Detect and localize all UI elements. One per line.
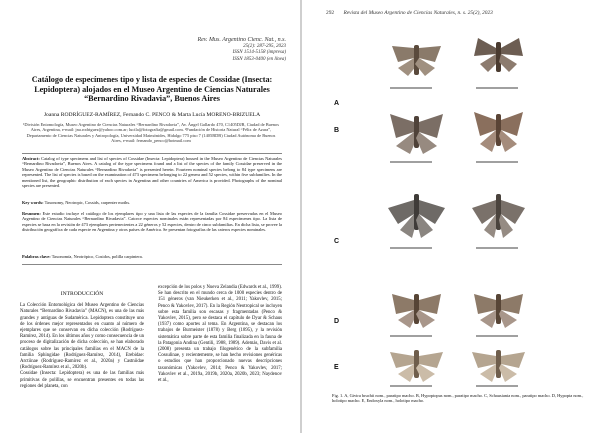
abstract-text: Catalog of type specimens and list of species of Cossidae (Insecta: Lepidoptera) housed in the Museo Argentino de Ciencias Naturales “Bernardino Rivadavia”, Buenos Aires. A catalog of the type specimens found and a list of the species of the family Cossidae preserved in the Museo Argentino de Ciencias Naturales “Bernardino Rivadavia” is presented herein. Fourteen nominal species belong to 84 type specimens are represented. The list of species is based on the examination of 473 specimens belonging to 22 genera and 52 species, within five subfamilies. In the mentioned list, the geographic distribution of each species in Argentina and other countries of America is provided. Photographs of the nominal species are presented. [22, 156, 282, 189]
keywords [22, 200, 282, 205]
body-column-left [20, 287, 144, 390]
article-authors: Joanna RODRÍGUEZ-RAMÍREZ, Fernando C. PENCO & Marta Lucía MORENO-BRIZUELA [43, 112, 261, 118]
running-header [326, 10, 493, 16]
right-page [302, 0, 600, 433]
intro-heading: INTRODUCCIÓN [60, 291, 104, 297]
abstract-label: Abstract: [22, 156, 40, 161]
journal-meta [197, 37, 286, 63]
journal-name: Rev. Mus. Argentino Cienc. Nat., n.s. [197, 37, 286, 43]
moth-photo-d [384, 282, 564, 347]
palabras-label: Palabras clave: [22, 254, 51, 259]
moth-photo-a [384, 28, 564, 99]
issn-online: ISSN 1853-0400 (en línea) [232, 56, 286, 62]
panel-label-c: C [334, 238, 340, 245]
panel-label-a: A [334, 100, 340, 107]
author-affiliations: ¹División Entomología, Museo Argentino de Ciencias Naturales “Bernardino Rivadavia”, Av. Ángel Gallardo 470, C1405DJR, Ciudad de Buenos Aires, Argentina, e-mail: jna.rodriguez@yahoo.com.ar; lucila@fotografía@gmail.com. ²Fundación de Historia Natural “Félix de Azara”, Departamento de Ciencias Naturales y Antropología, Universidad Maimónides, Hidalgo 775 piso 7 (1405BDB) Ciudad Autónoma de Buenos Aires, e-mail: fernando_penco@hotmail.com [23, 122, 279, 144]
moth-photo-e [384, 342, 564, 395]
issn-print: ISSN 1514-5158 (impresa) [232, 50, 286, 55]
panel-label-d: D [334, 318, 340, 325]
palabras-text: Taxonomía, Neotrópico, Cosidos, polilla carpintera. [51, 254, 143, 259]
abstract [22, 156, 282, 188]
panel-label-e: E [334, 364, 339, 371]
resumen-text: Este estudio incluye el catálogo de los ejemplares tipo y una lista de las especies de la familia Cossidae preservadas en el Museo Argentino de Ciencias Naturales “Bernardino Rivadavia”. Catorce especies nominales están representadas por 84 especímenes tipo. La lista de especies se basa en la revisión de 473 ejemplares pertenecientes a 22 géneros y 52 especies, dentro de cinco subfamilias. En dicha lista, se provee la distribución geográfica de cada especie en Argentina y otros países de América. Se presentan fotografías de las cateros especies nominales. [22, 211, 282, 233]
palabras-clave [22, 254, 282, 259]
resumen-label: Resumen: [22, 211, 41, 216]
divider [22, 264, 282, 265]
moth-photo-b [384, 98, 564, 173]
panel-label-b: B [334, 127, 340, 134]
figure-caption: Fig. 1. A, Givira bruchii nom., paratipo macho. B, Hypoptopus nom., paratipo macho. C, Schausiania nom., paratipo macho. D, Hypopta nom., holotipo macho. E, Endoxyla nom., holotipo macho. [332, 393, 584, 404]
article-title: Catálogo de especímenes tipo y lista de especies de Cossidae (Insecta: Lepidoptera) alojados en el Museo Argentino de Ciencias Naturales “Bernardino Rivadavia”, Buenos Aires [31, 75, 273, 104]
journal-volume: 25(2): 287-295, 2023 [243, 43, 286, 49]
page-number: 292 [326, 10, 335, 16]
keywords-label: Key words: [22, 200, 44, 205]
divider [22, 153, 282, 154]
intro-continuation: excepción de los polos y Nueva Zelandia (Edwards et al., 1999). Se han descrito en el mundo cerca de 1000 especies dentro de 151 géneros (van Nieukerken et al., 2011; Yakovlev, 2015; Penco & Yakovlev, 2017). En la Región Neotropical se incluyen sobre esta familia son escasas y fragmentadas (Penco & Yakovlev, 2015), pero se destaca el capítulo de Dyar & Schaus (1937) como aportes al tema. En Argentina, se destacan los trabajos de Burmeister (1878) y Berg (1895), y la revisión sistemática sobre parte de esta familia finalizada en la fauna de la Patagonia Andina (Gentili, 1988, 1989). Además, Davis et al. (2008) presenta un trabajo filogenético de la subfamilia Cossulinae, y recientemente, se han hecho revisiones genéricas o estudios que han proporcionado nuevas descripciones taxonómicas (Yakovlev, 2014; Penco & Yakovlev, 2017; Yakovlev et al., 2019a, 2019b, 2020a, 2020b, 2023; Naydenov et al., [158, 285, 282, 384]
moth-photo-c [384, 178, 564, 259]
body-column-right [158, 285, 282, 384]
running-head-text: Revista del Museo Argentino de Ciencias Naturales, n. s. 25(2), 2023 [343, 10, 493, 16]
resumen [22, 211, 282, 233]
intro-paragraph: La Colección Entomológica del Museo Argentino de Ciencias Naturales “Bernardino Rivadavia” (MACN), es una de las más grandes y antiguas de Sudamérica. Lepidoptera constituye uno de los órdenes mejor representados en cuanto al número de ejemplares que se conservan en dicha colección (Rodríguez-Ramírez, 2014). En los últimos años y como consecuencia de un proceso de digitalización de dicha colección, se han elaborado catálogos sobre las principales familias en el MACN de la familia Sphingidae (Rodríguez-Ramírez, 2014), Erebidae: Arctiinae (Rodríguez-Ramírez et al., 2020a) y Castniidae (Rodríguez-Ramírez et al., 2020b). Cossidae (Insecta: Lepidoptera) es una de las familias más primitivas de polillas, se encuentran presentes en todas las regiones del planeta, con [20, 303, 144, 389]
keywords-text: Taxonomy, Neotropic, Cossids, carpenter moths. [44, 200, 131, 205]
